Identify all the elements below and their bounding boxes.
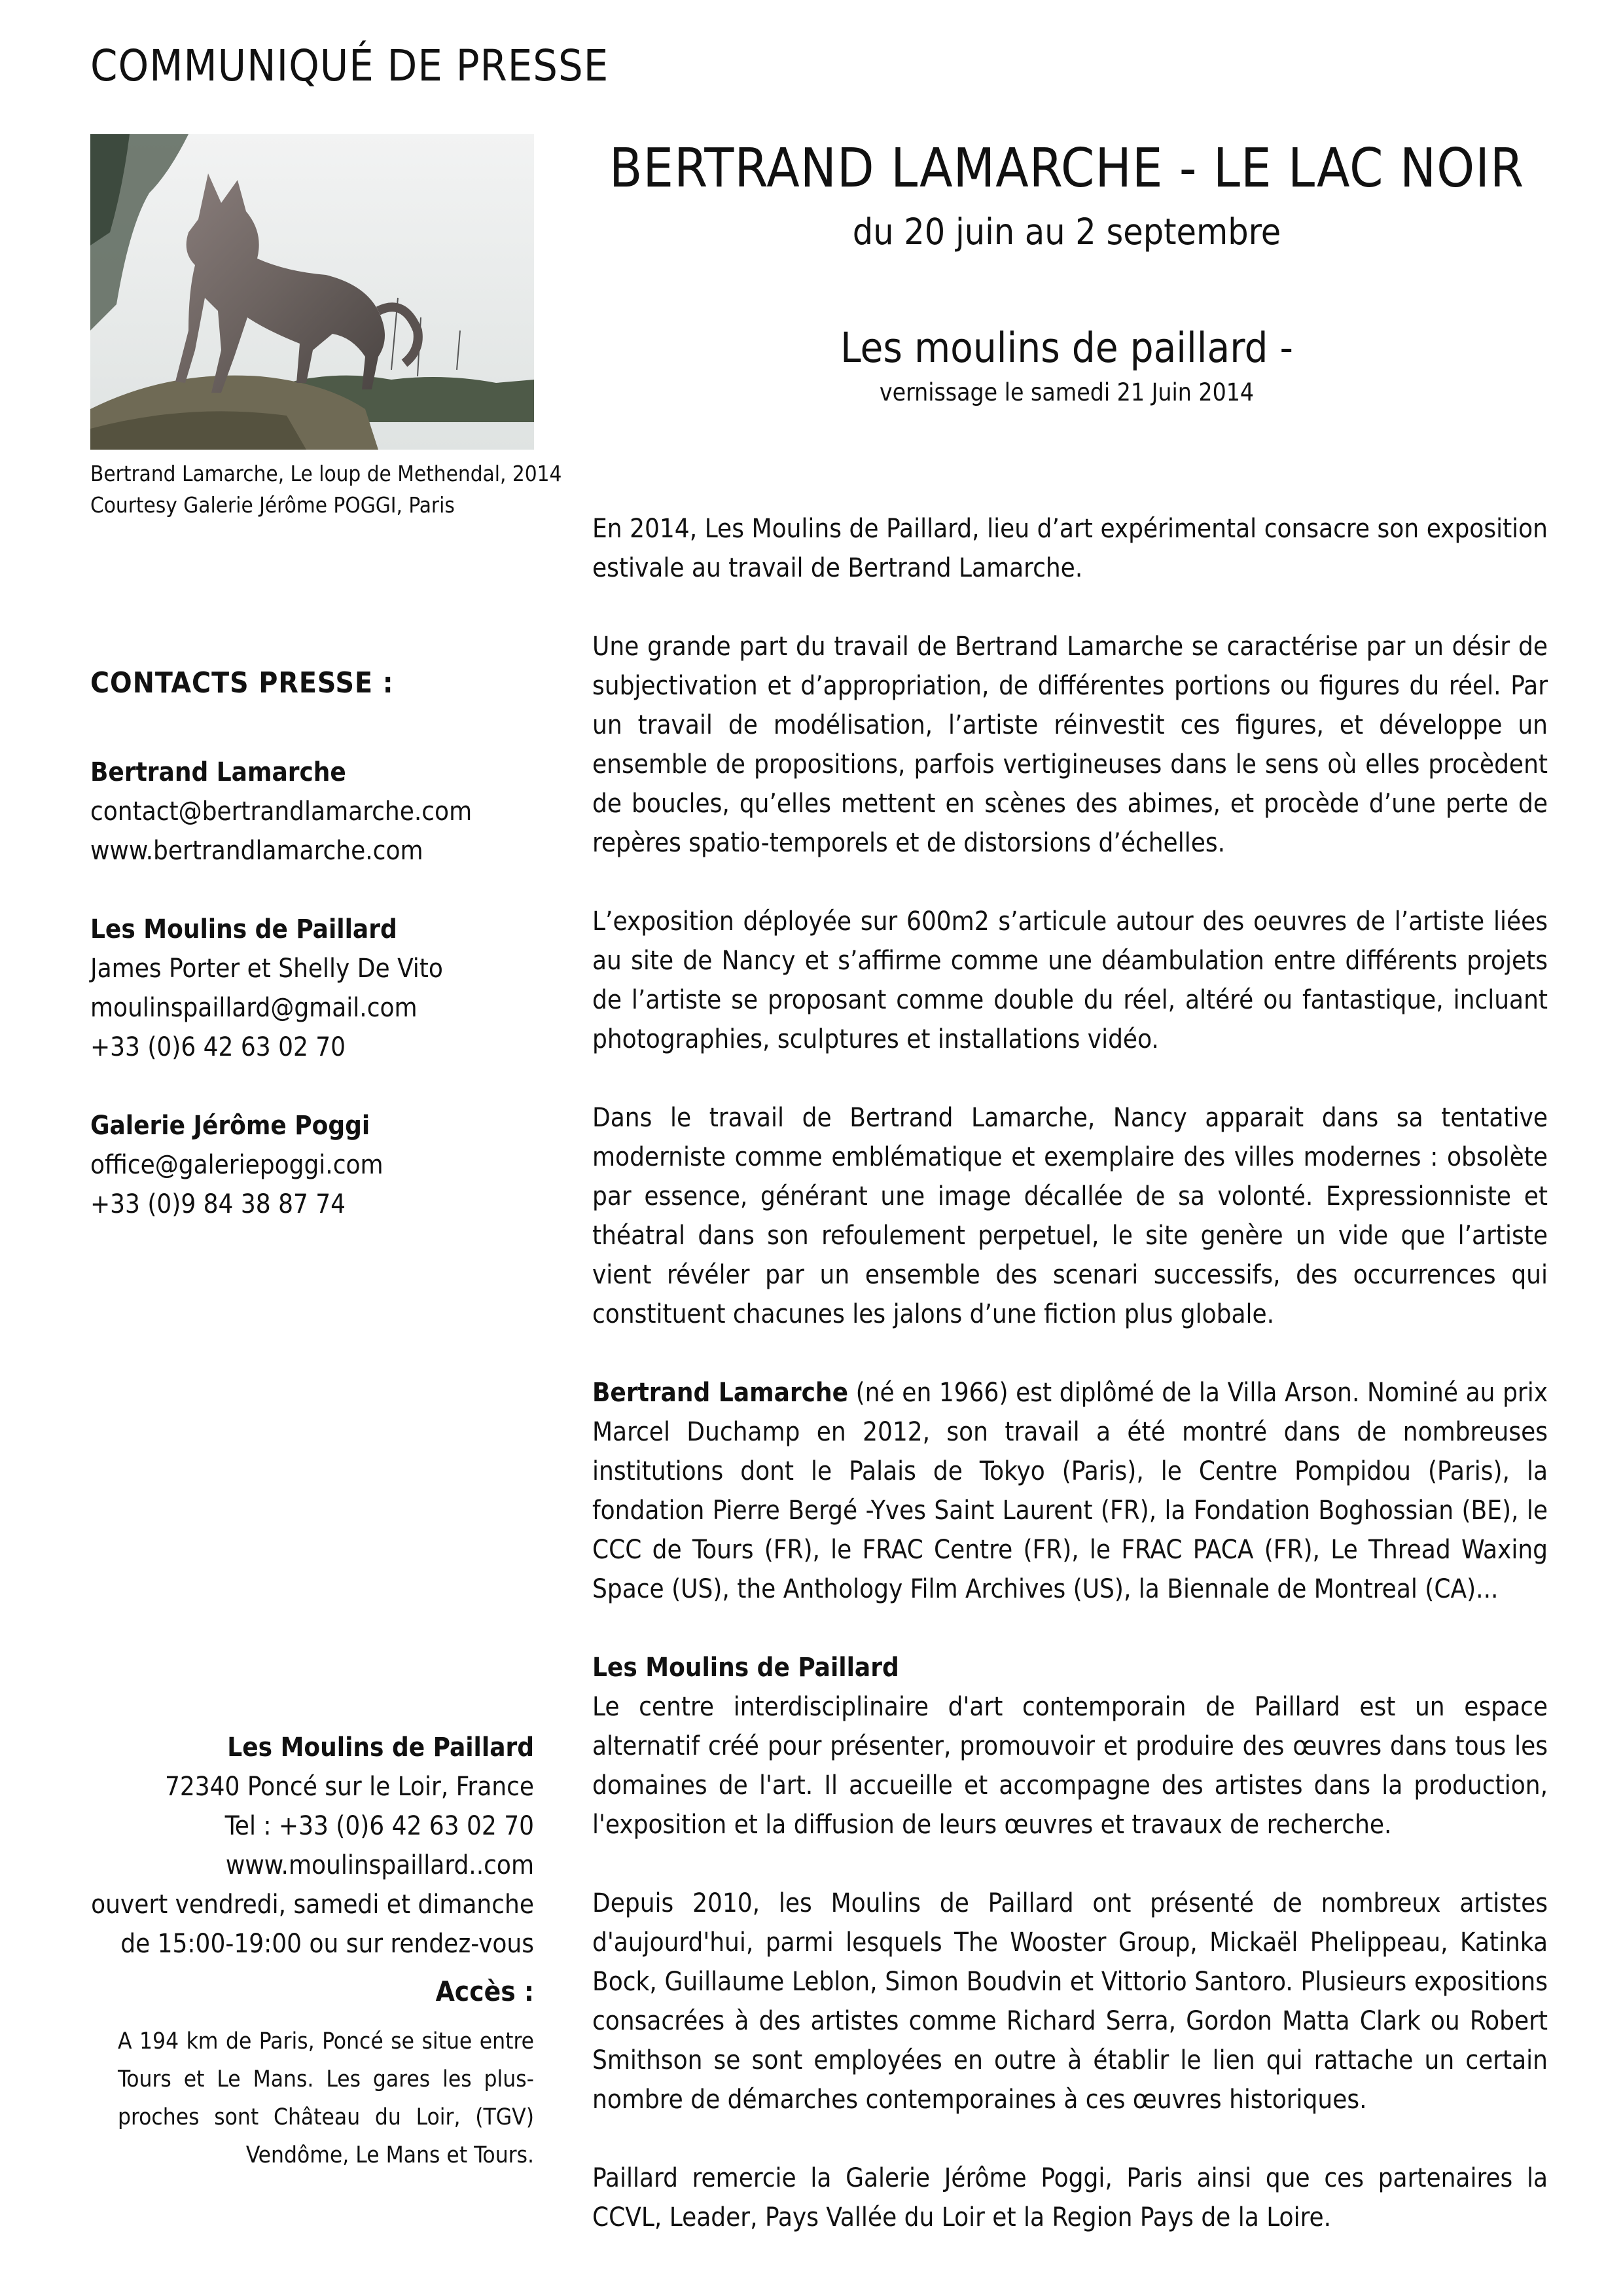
caption-line: Bertrand Lamarche, Le loup de Methendal, 2014 xyxy=(90,461,562,486)
address-line: 72340 Poncé sur le Loir, France xyxy=(164,1772,534,1802)
opening-hours: de 15:00-19:00 ou sur rendez-vous xyxy=(120,1929,534,1959)
contact-name: Galerie Jérôme Poggi xyxy=(90,1111,370,1141)
artist-bio-paragraph xyxy=(592,1373,1548,1609)
artist-name: Bertrand Lamarche xyxy=(592,1378,849,1408)
contact-persons: James Porter et Shelly De Vito xyxy=(90,954,443,984)
address-phone: Tel : +33 (0)6 42 63 02 70 xyxy=(224,1811,534,1841)
exhibition-title: BERTRAND LAMARCHE - LE LAC NOIR xyxy=(609,137,1525,200)
contact-website[interactable]: www.bertrandlamarche.com xyxy=(90,836,423,866)
venue-heading: Les Moulins de Paillard xyxy=(592,1653,899,1683)
body-paragraph: En 2014, Les Moulins de Paillard, lieu d’art expérimental consacre son exposition estivale au travail de Bertrand Lamarche. xyxy=(592,514,1548,583)
contact-email[interactable]: contact@bertrandlamarche.com xyxy=(90,797,473,827)
venue-address xyxy=(90,1728,534,1964)
access-heading: Accès : xyxy=(435,1975,534,2007)
body-paragraph: Dans le travail de Bertrand Lamarche, Nancy apparait dans sa tentative moderniste comme emblématique et exemplaire des villes modernes : obsolète par essence, générant une image décallée de sa volonté. Expressionniste et théatral dans son refoulement perpetuel, le site genère un vide que l’artiste vient révéler par un ensemble des scenari successifs, des occurrences qui constituent chacunes les jalons d’une fiction plus globale. xyxy=(592,1103,1548,1329)
venue-description: Le centre interdisciplinaire d'art contemporain de Paillard est un espace alternatif créé pour présenter, promouvoir et produire des œuvres dans tous les domaines de l'art. Il accueille et accompagne des artistes dans la production, l'exposition et la diffusion de leurs œuvres et travaux de recherche. xyxy=(592,1692,1548,1840)
contact-block xyxy=(90,1106,548,1224)
contact-phone: +33 (0)9 84 38 87 74 xyxy=(90,1189,346,1219)
body-paragraph: Une grande part du travail de Bertrand Lamarche se caractérise par un désir de subjectivation et d’appropriation, de différentes portions ou figures du réel. Par un travail de modélisation, l’artiste réinvestit ces figures, et développe un ensemble de propositions, parfois vertigineuses dans le sens où elles procèdent de boucles, qu’elles mettent en scènes des abimes, et procède d’une perte de repères spatio-temporels et de distorsions d’échelles. xyxy=(592,632,1548,858)
exhibition-dates: du 20 juin au 2 septembre xyxy=(852,211,1281,253)
artwork-photo xyxy=(90,134,534,450)
contact-email[interactable]: office@galeriepoggi.com xyxy=(90,1150,383,1180)
body-paragraph: L’exposition déployée sur 600m2 s’articule autour des oeuvres de l’artiste liées au site de Nancy et s’affirme comme une déambulation entre différents projets de l’artiste se proposant comme double du réel, altéré ou fantastique, incluant photographies, sculptures et installations vidéo. xyxy=(592,906,1548,1054)
body-paragraph: Paillard remercie la Galerie Jérôme Poggi, Paris ainsi que ces partenaires la CCVL, Leader, Pays Vallée du Loir et la Region Pays de la Loire. xyxy=(592,2163,1548,2233)
opening-date: vernissage le samedi 21 Juin 2014 xyxy=(879,378,1255,406)
artist-bio: (né en 1966) est diplômé de la Villa Arson. Nominé au prix Marcel Duchamp en 2012, son travail a été montré dans de nombreuses institutions dont le Palais de Tokyo (Paris), le Centre Pompidou (Paris), la fondation Pierre Bergé -Yves Saint Laurent (FR), la Fondation Boghossian (BE), le CCC de Tours (FR), le FRAC Centre (FR), le FRAC PACA (FR), Le Thread Waxing Space (US), the Anthology Film Archives (US), la Biennale de Montreal (CA)... xyxy=(592,1378,1548,1604)
venue-name: Les moulins de paillard - xyxy=(840,324,1293,372)
document-type-heading: COMMUNIQUÉ DE PRESSE xyxy=(90,41,609,91)
body-paragraph: Depuis 2010, les Moulins de Paillard ont présenté de nombreux artistes d'aujourd'hui, parmi lesquels The Wooster Group, Mickaël Phelippeau, Katinka Bock, Guillaume Leblon, Simon Boudvin et Vittorio Santoro. Plusieurs expositions consacrées à des artistes comme Richard Serra, Gordon Matta Clark ou Robert Smithson se sont employées en outre à établir le lien qui rattache un certain nombre de démarches contemporaines à ces œuvres historiques. xyxy=(592,1888,1548,2115)
opening-hours: ouvert vendredi, samedi et dimanche xyxy=(91,1890,534,1920)
contact-block xyxy=(90,910,548,1067)
press-release-body xyxy=(592,509,1548,2276)
photo-caption xyxy=(90,458,562,521)
contact-block xyxy=(90,753,548,870)
caption-line: Courtesy Galerie Jérôme POGGI, Paris xyxy=(90,492,455,518)
address-website[interactable]: www.moulinspaillard..com xyxy=(225,1850,534,1880)
contacts-list xyxy=(90,753,548,1263)
contact-name: Bertrand Lamarche xyxy=(90,757,346,787)
contact-email[interactable]: moulinspaillard@gmail.com xyxy=(90,993,418,1023)
address-name: Les Moulins de Paillard xyxy=(227,1732,534,1763)
venue-paragraph xyxy=(592,1648,1548,1844)
contact-name: Les Moulins de Paillard xyxy=(90,914,397,944)
access-text: A 194 km de Paris, Poncé se situe entre Tours et Le Mans. Les gares les plus-proches sont Château du Loir, (TGV) Vendôme, Le Mans et Tours. xyxy=(118,2028,534,2168)
contacts-heading: CONTACTS PRESSE : xyxy=(90,666,394,700)
contact-phone: +33 (0)6 42 63 02 70 xyxy=(90,1032,346,1062)
